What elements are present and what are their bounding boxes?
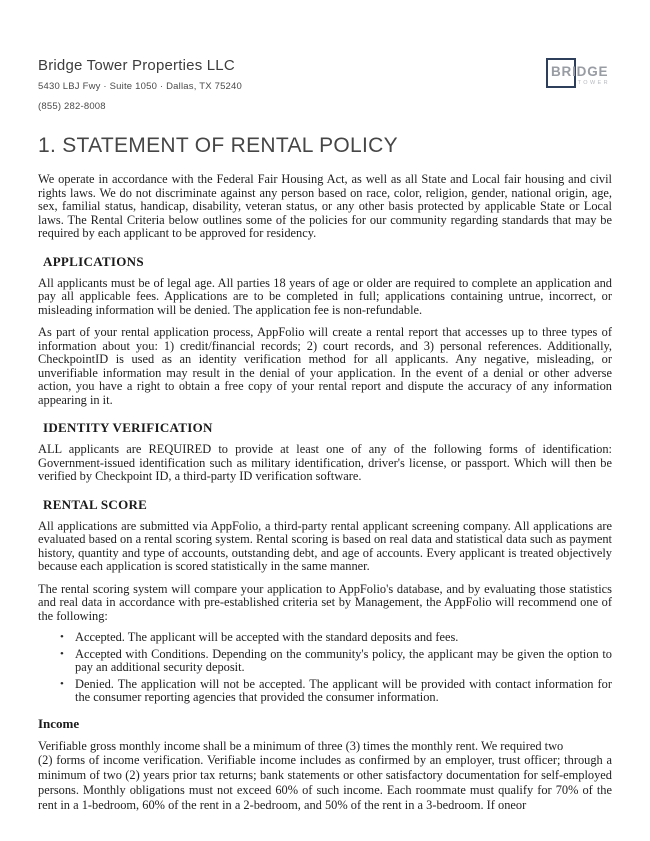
logo-subtext: TOWER xyxy=(577,80,610,86)
logo-wordmark: BRIDGE xyxy=(551,64,609,79)
rental-score-outcomes-list xyxy=(38,631,612,705)
list-item-accepted: • Accepted. The applicant will be accepted with the standard deposits and fees. xyxy=(60,631,612,645)
income-paragraph xyxy=(38,739,612,813)
applications-heading: APPLICATIONS xyxy=(43,253,144,269)
income-heading: Income xyxy=(38,715,80,731)
company-name: Bridge Tower Properties LLC xyxy=(38,57,235,74)
intro-paragraph: We operate in accordance with the Federal Fair Housing Act, as well as all State and Local fair housing and civil rights laws. We do not discriminate against any person based on race, color, religion, gender, national origin, age, sex, familial status, handicap, disability, veteran status, or any other basis protected by applicable State or Local laws. The Rental Criteria below outlines some of the policies for our community regarding standards that may be required by each applicant to be approved for residency. xyxy=(38,172,612,241)
company-info xyxy=(38,57,242,112)
company-phone: (855) 282-8008 xyxy=(38,101,106,112)
company-logo xyxy=(546,58,612,94)
income-paragraph-rest: (2) forms of income verification. Verifiable income includes as confirmed by an employer, trust officer; through a minimum of two (2) years prior tax returns; bank statements or other satisfactory documentation for self-employed persons. Monthly obligations must not exceed 60% of such income. Each roommate must qualify for 70% of the rent in a 1-bedroom, 60% of the rent in a 2-bedroom, and 50% of the rent in a 3-bedroom. If oneor xyxy=(38,753,612,812)
list-item-accepted-with-conditions: • Accepted with Conditions. Depending on the community's policy, the applicant may be given the option to pay an additional security deposit. xyxy=(60,648,612,675)
identity-verification-paragraph: ALL applicants are REQUIRED to provide at least one of any of the following forms of identification: Government-issued identification such as military identification, driver's license, or passport. Which will then be verified by Checkpoint ID, a third-party ID verification software. xyxy=(38,442,612,484)
company-address: 5430 LBJ Fwy · Suite 1050 · Dallas, TX 75240 xyxy=(38,81,243,92)
rental-score-heading: RENTAL SCORE xyxy=(43,496,148,512)
applications-paragraph-2: As part of your rental application process, AppFolio will create a rental report that accesses up to three types of information about you: 1) credit/financial records; 2) court records, and 3) personal references. Additionally, CheckpointID is used as an identity verification method for all applicants. Any negative, misleading, or unverifiable information may result in the denial of your application. In the event of a denial or other adverse action, you have a right to obtain a free copy of your rental report and dispute the accuracy of any information appearing in it. xyxy=(38,325,612,407)
applications-paragraph-1: All applicants must be of legal age. All parties 18 years of age or older are required to complete an application and pay all applicable fees. Applications are to be completed in full; applications containing untrue, incorrect, or misleading information will be denied. The application fee is non-refundable. xyxy=(38,275,612,317)
identity-verification-heading: IDENTITY VERIFICATION xyxy=(43,420,213,436)
page-title: 1. STATEMENT OF RENTAL POLICY xyxy=(38,134,398,157)
list-item-denied: • Denied. The application will not be accepted. The applicant will be provided with contact information for the consumer reporting agencies that provided the consumer information. xyxy=(60,678,612,705)
income-paragraph-line1: Verifiable gross monthly income shall be a minimum of three (3) times the monthly rent. We required two xyxy=(38,738,564,753)
rental-score-paragraph-2: The rental scoring system will compare your application to AppFolio's database, and by evaluating those statistics and real data in accordance with pre-established criteria set by Management, the AppFolio will recommend one of the following: xyxy=(38,581,612,623)
rental-score-paragraph-1: All applications are submitted via AppFolio, a third-party rental applicant screening company. All applications are evaluated based on a rental scoring system. Rental scoring is based on real data and statistical data such as payment history, quantity and type of accounts, outstanding debt, and age of accounts. Every applicant is treated objectively because each application is scored statistically in the same manner. xyxy=(38,518,612,574)
document-header xyxy=(38,57,612,112)
